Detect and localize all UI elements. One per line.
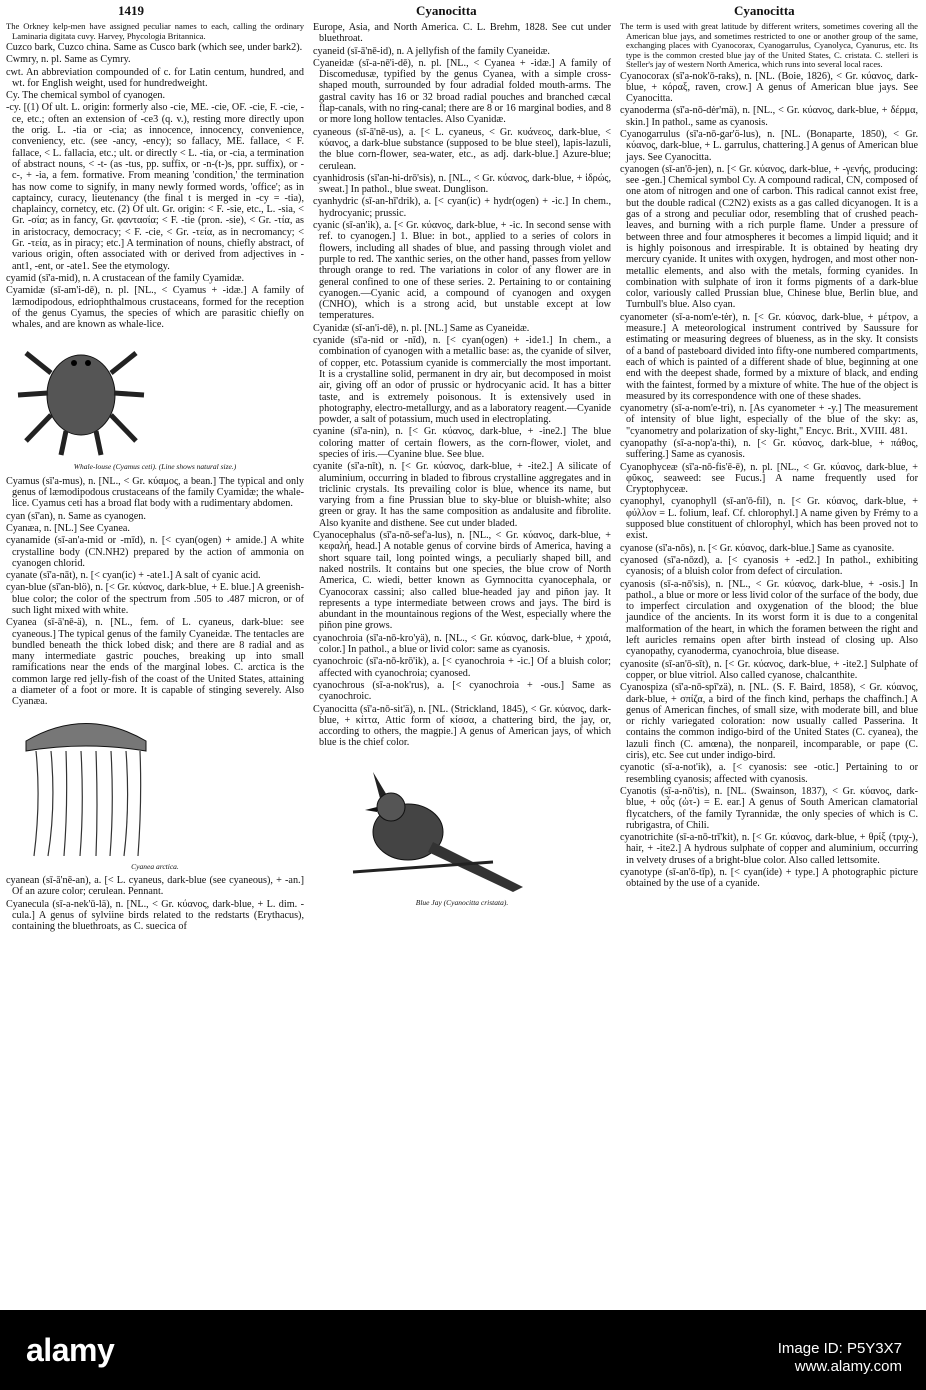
figure-caption: Blue Jay (Cyanocitta cristata). — [415, 897, 509, 907]
entry: cyaneid (sī-ā'nē-id), n. A jellyfish of the family Cyaneidæ. — [313, 45, 550, 57]
entry: cyanometer (sī-a-nom'e-tėr), n. [< Gr. κύανος, dark-blue, + μέτρον, a measure.] A meteorological instrument contrived by Saussure for estimating or measuring degrees of blueness, as in the sky. It consists of a band of pasteboard divided into fifty-one numbered compartments, each of which is painted of a different shade of blue, beginning at one end with the deepest shade, formed by a mixture of black, and ending with the faintest, formed by a mixture of white. The hue of the object is measured by its correspondence with one of these shades. — [620, 311, 918, 402]
entry: Cy. The chemical symbol of cyanogen. — [6, 90, 165, 102]
entry: cyanose (sī'a-nōs), n. [< Gr. κύανος, dark-blue.] Same as cyanosite. — [620, 542, 895, 554]
entry: cyanosed (sī'a-nōzd), a. [< cyanosis + -ed2.] In pathol., exhibiting cyanosis; of a bluish color from defect of circulation. — [620, 554, 918, 578]
column-1 — [6, 22, 304, 933]
entry: cyanotic (sī-a-not'ik), a. [< cyanosis: see -otic.] Pertaining to or resembling cyanosis; affected with cyanosis. — [620, 762, 918, 785]
entry: The term is used with great latitude by different writers, sometimes covering all the American blue jays, and sometimes restricted to one or another group of the same, exchanging places with Cyanocorax, Cyanogarrulus, Cyanolyca, Cyanurus, etc. Its type is the common crested blue jay of the United States, C. cristata. C. stelleri is Steller's jay of western North America, which runs into several local races. — [620, 21, 918, 69]
entry: cwt. An abbreviation compounded of c. for Latin centum, hundred, and wt. for English weight, used for hundredweight. — [6, 66, 304, 89]
entry: cyanite (sī'a-nīt), n. [< Gr. κύανος, dark-blue, + -ite2.] A silicate of aluminium, occurring in bladed to fibrous crystalline aggregates and in triclinic crystals. Its prevailing color is blue, whence its name, but varying from a fine Prussian blue to sky-blue or bluish-white; also green or gray. It has the same composition as andalusite and fibrolite. Also kyanite and disthene. See cut under bladed. — [313, 461, 611, 529]
jellyfish-illustration — [6, 711, 166, 861]
entry: cyanosite (sī-an'ō-sīt), n. [< Gr. κύανος, dark-blue, + -ite2.] Sulphate of copper, or blue vitriol. Also called cyanose, chalcanthite. — [620, 658, 918, 681]
entry: Cyanocitta (sī'a-nō-sit'ä), n. [NL. (Strickland, 1845), < Gr. κύανος, dark-blue, + κίττα, Attic form of κίσσα, a chattering bird, the jay, or, according to others, the magpie.] A genus of American jays, of which blue is the chief color. — [313, 703, 611, 749]
entry: cyanhydric (sī-an-hī'drik), a. [< cyan(ic) + hydr(ogen) + -ic.] In chem., hydrocyanic; prussic. — [313, 196, 611, 219]
entry: cyanoderma (sī'a-nō-dėr'mä), n. [NL., < Gr. κύανος, dark-blue, + δέρμα, skin.] In pathol., same as cyanosis. — [620, 105, 918, 128]
entry: Cyanæa, n. [NL.] See Cyanea. — [6, 522, 130, 534]
page-number: 1419 — [118, 3, 144, 18]
site-url: www.alamy.com — [794, 1358, 902, 1375]
entry: Cyanophyceæ (sī'a-nō-fis'ē-ē), n. pl. [NL., < Gr. κύανος, dark-blue, + φῦκος, seaweed: see Fucus.] A name frequently used for Cryptophyceæ. — [620, 461, 918, 496]
entry: cyanophyl, cyanophyll (sī-an'ō-fil), n. [< Gr. κύανος, dark-blue, + φύλλον = L. folium, leaf. Cf. chlorophyl.] A name given by Frémy to a supposed blue constituent of chlorophyl, which has been proved not to exist. — [620, 496, 918, 542]
entry: Cyanea (sī-ā'nē-ä), n. [NL., fem. of L. cyaneus, dark-blue: see cyaneous.] The typical genus of the family Cyaneidæ. The tentacles are bundled beneath the thick lobed disk; and there are 8 radial and as many intermediate gastric pouches, breaking up into small ramifications near the ends of the marginal lobes. C. arctica is the common large red jelly-fish of the coast of the United States, attaining a diameter of a foot or more. It is capable of stinging severely. Also Cyanæa. — [6, 617, 304, 708]
entry: Cuzco bark, Cuzco china. Same as Cusco bark (which see, under bark2). — [6, 42, 303, 53]
stock-photo-banner — [0, 1310, 926, 1390]
right-running-head: Cyanocitta — [734, 3, 795, 18]
entry: Cyanecula (sī-a-nek'ū-lä), n. [NL., < Gr. κύανος, dark-blue, + L. dim. -cula.] A genus of sylviine birds related to the redstarts (Erythacus), containing the bluethroats, as C. suecica of — [6, 898, 304, 933]
jellyfish-figure — [6, 711, 304, 872]
entry: cyanic (sī-an'ik), a. [< Gr. κύανος, dark-blue, + -ic. In second sense with ref. to cyanogen.] 1. Blue: in bot., applied to a series of colors in flowers, including all shades of blue, and passing through violet and purple to red. The xanthic series, on the other hand, passes from yellow through orange to red. The variations in color of any flower are in general confined to one of these series. 2. Pertaining to or containing cyanogen.—Cyanic acid, a compound of cyanogen and oxygen (CNHO), which is a strong acid, but unstable except at low temperatures. — [313, 220, 611, 322]
whale-louse-illustration — [6, 333, 156, 461]
entry: cyanine (sī'a-nin), n. [< Gr. κύανος, dark-blue, + -ine2.] The blue coloring matter of certain flowers, as the corn-flower, violet, and species of iris.—Cyanine blue. See blue. — [313, 426, 611, 460]
entry: cyanide (sī'a-nid or -nīd), n. [< cyan(ogen) + -ide1.] In chem., a combination of cyanogen with a metallic base: as, the cyanide of silver, of copper, etc. Potassium cyanide is commercially the most important. It is a crystalline solid, permanent in dry air, but decomposed in moist air, giving off an odor of prussic or hydrocyanic acid. It has a bitter taste, and is extremely poisonous. It is extensively used in photography, electro-metallurgy, and as a laboratory reagent.—Cyanide powder, a salt of potassium, much used in electroplating. — [313, 335, 611, 426]
entry: cyaneous (sī-ā'nē-us), a. [< L. cyaneus, < Gr. κυάνεος, dark-blue, < κύανος, a dark-blue substance (supposed to be blue steel), lapis-lazuli, the blue corn-flower, sea-water, etc., as adj. dark-blue.] Azure-blue; cerulean. — [313, 126, 611, 172]
entry: -cy. [(1) Of ult. L. origin: formerly also -cie, ME. -cie, OF. -cie, F. -cie, -ce, etc.; often an extension of -ce3 (q. v.), resting more directly upon the orig. L. -tia or -cia; as innocence, innocency, convenience, conveniency, etc. (see -ancy, -ency); so fallacy, ME. fallace, < F. fallace, < L. fallacia, etc.; ult. or directly < L. -tia, or -cia, a termination of abstract nouns, < -t- (as -tus, pp. suffix, or -n-(t-)s, ppr. suffix), or -c-, + -ia, a fem. formative. From meaning 'condition,' the termination has now come to signify, in many newly formed words, 'office'; as in captaincy, curacy, lieutenancy (the final t is merged in -cy = -tia), chaplaincy, cornetcy, etc. (2) Of ult. Gr. origin: < F. -sie, etc., L. -sia, < Gr. -σία; as in fancy, Gr. φαντασία; < F. -tie (pron. -sie), < Gr. -τία, as in aristocracy, democracy; < F. -cie, < Gr. -τεία, as in necromancy; < Gr. -τεία, as in piracy; etc.] A termination of nouns, chiefly abstract, of various origin, often associated with or derived from adjectives in -ant1, -ent, or -ate1. See the etymology. — [6, 102, 304, 272]
entry: Cyaneidæ (sī-a-nē'i-dē), n. pl. [NL., < Cyanea + -idæ.] A family of Discomedusæ, typified by the genus Cyanea, with a simple cross-shaped mouth, surrounded by four adradial folded mouth-arms. The gastral cavity has 16 or 32 broad radial pouches and branched cæcal flap-canals, with no ring-canal; there are 8 or 16 marginal bodies, and 8 or more long hollow tentacles. Also Cyanidæ. — [313, 57, 611, 126]
entry: cyanosis (sī-a-nō'sis), n. [NL., < Gr. κύανος, dark-blue, + -osis.] In pathol., a blue or more or less livid color of the surface of the body, due to imperfect circulation and oxygenation of the blood; the blue jaundice of the ancients. In its worst form it is due to a congenital malformation of the heart, in which the foramen between the right and left auricles remains open after birth instead of closing up. Also cyanopathy, cyanoderma, cyanochroia, blue disease. — [620, 578, 918, 658]
entry: cyanean (sī-ā'nē-an), a. [< L. cyaneus, dark-blue (see cyaneous), + -an.] Of an azure color; cerulean. Pennant. — [6, 874, 304, 898]
left-running-head: Cyanocitta — [416, 3, 477, 18]
entry: Cyamidæ (sī-am'i-dē), n. pl. [NL., < Cyamus + -idæ.] A family of læmodipodous, edriophthalmous crustaceans, formed for the reception of the genus Cyamus, the species of which are parasitic chiefly on whales, and are known as whale-lice. — [6, 285, 304, 331]
entry: Cyanotis (sī-a-nō'tis), n. [NL. (Swainson, 1837), < Gr. κύανος, dark-blue, + οὖς (ὠτ-) = E. ear.] A genus of South American clamatorial flycatchers, of the family Tyrannidæ, the only species of which is C. rubrigastra, of Chili. — [620, 785, 918, 831]
entry: cyanotype (sī-an'ō-tīp), n. [< cyan(ide) + type.] A photographic picture obtained by the use of a cyanide. — [620, 866, 918, 890]
entry: Cyanogarrulus (sī'a-nō-gar'ö-lus), n. [NL. (Bonaparte, 1850), < Gr. κύανος, dark-blue, + L. garrulus, chattering.] A genus of American blue jays. See Cyanocitta. — [620, 128, 918, 163]
entry: cyanogen (sī-an'ō-jen), n. [< Gr. κύανος, dark-blue, + -γενής, producing: see -gen.] Chemical symbol Cy. A compound radical, CN, composed of one atom of nitrogen and one of carbon. This radical cannot exist free, but the double radical (C2N2) exists as a gas called dicyanogen. It is a gas of a strong and peculiar odor, resembling that of crushed peach-leaves, and burning with a rich purple flame. Under a pressure of between three and four atmospheres it becomes a limpid liquid; and it is highly poisonous and irrespirable. It is obtained by heating dry mercury cyanide. It unites with oxygen, hydrogen, and most other non-metallic elements, and also with the metals, forming cyanides. In combination with sulphate of iron it forms pigments of a dark-blue color, variously called Prussian blue, Chinese blue, Berlin blue, and Turnbull's blue. Also cyan. — [620, 163, 918, 311]
entry: Cyanocephalus (sī'a-nō-sef'a-lus), n. [NL., < Gr. κύανος, dark-blue, + κεφαλή, head.] A notable genus of corvine birds of America, having a short square tail, long pointed wings, a peculiarly shaped bill, and naked nostrils. It contains but one species, the blue crow of North America, C. wiedi, better known as Gymnocitta cyanocephala, or Cyanocorax cassini; also called blue-headed jay and piñon jay. It represents a type intermediate between crows and jays. The bird is abundant in the mountainous regions of the West, especially where the piñon pine grows. — [313, 530, 611, 632]
entry: cyan (sī'an), n. Same as cyanogen. — [6, 510, 146, 522]
entry: Cyanidæ (sī-an'i-dē), n. pl. [NL.] Same as Cyaneidæ. — [313, 322, 530, 334]
entry: Cyanospiza (sī'a-nō-spī'zä), n. [NL. (S. F. Baird, 1858), < Gr. κύανος, dark-blue, + σπίζα, a bird of the finch kind, perhaps the chaffinch.] A genus of American finches, of small size, with moderate bill, and blue or richly variegated coloration: now usually called Passerina. It contains the common indigo-bird of the United States (C. cyanea), the lazuli finch (C. amœna), the nonpareil, incomparable, or pape (C. ciris), etc. See cut under indigo-bird. — [620, 682, 918, 762]
entry: The Orkney kelp-men have assigned peculiar names to each, calling the ordinary Laminaria digitata cuvy. Harvey, Phycologia Britannica. — [6, 21, 304, 41]
entry: cyanate (sī'a-nāt), n. [< cyan(ic) + -ate1.] A salt of cyanic acid. — [6, 570, 261, 582]
whale-louse-figure — [6, 333, 304, 472]
figure-caption: Whale-louse (Cyamus ceti). (Line shows natural size.) — [73, 462, 237, 472]
entry: cyan-blue (sī'an-blö), n. [< Gr. κύανος, dark-blue, + E. blue.] A greenish-blue color; the color of the spectrum from .505 to .487 micron, or of such light mixed with white. — [6, 582, 304, 616]
entry: cyanochroia (sī'a-nō-kro'yä), n. [NL., < Gr. κύανος, dark-blue, + χροιά, color.] In pathol., a blue or livid color: same as cyanosis. — [313, 632, 611, 656]
blue-jay-figure — [313, 752, 611, 908]
brand-logo: alamy — [26, 1332, 115, 1368]
entry: cyanotrichite (sī-a-nō-trī'kit), n. [< Gr. κύανος, dark-blue, + θρίξ (τριχ-), hair, + -ite2.] A hydrous sulphate of copper and aluminium, occurring in velvety druses of a bright-blue color. Also called lettsomite. — [620, 832, 918, 866]
entry: Cyanocorax (sī'a-nok'ō-raks), n. [NL. (Boie, 1826), < Gr. κύανος, dark-blue, + κόραξ, raven, crow.] A genus of American blue jays. See Cyanocitta. — [620, 70, 918, 105]
entry: cyanochrous (sī-a-nok'rus), a. [< cyanochroia + -ous.] Same as cyanochroic. — [313, 679, 611, 703]
entry: cyanopathy (sī-a-nop'a-thi), n. [< Gr. κύανος, dark-blue, + πάθος, suffering.] Same as cyanosis. — [620, 438, 918, 461]
figure-caption: Cyanea arctica. — [131, 861, 179, 871]
image-id-block — [778, 1340, 902, 1376]
column-2 — [313, 22, 611, 911]
entry: cyanhidrosis (sī'an-hi-drō'sis), n. [NL., < Gr. κύανος, dark-blue, + ἱδρώς, sweat.] In pathol., blue sweat. Dunglison. — [313, 172, 611, 196]
blue-jay-illustration — [313, 752, 611, 897]
entry: cyanochroic (sī'a-nō-krō'ik), a. [< cyanochroia + -ic.] Of a bluish color; affected with cyanochroia; cyanosed. — [313, 656, 611, 679]
entry: cyamid (sī'a-mid), n. A crustacean of the family Cyamidæ. — [6, 272, 245, 284]
entry: cyanometry (sī-a-nom'e-tri), n. [As cyanometer + -y.] The measurement of intensity of blue light, especially of the blue of the sky: as, "cyanometry and polarization of sky-light," Encyc. Brit., XVIII. 481. — [620, 403, 918, 437]
entry: Cwmry, n. pl. Same as Cymry. — [6, 54, 131, 66]
entry: cyanamide (sī-an'a-mid or -mīd), n. [< cyan(ogen) + amide.] A white crystalline body (CN.NH2) prepared by the action of ammonia on cyanogen chlorid. — [6, 535, 304, 569]
column-3 — [620, 22, 918, 891]
entry: Europe, Asia, and North America. C. L. Brehm, 1828. See cut under bluethroat. — [313, 22, 611, 45]
entry: Cyamus (sī'a-mus), n. [NL., < Gr. κύαμος, a bean.] The typical and only genus of læmodipodous crustaceans of the family Cyamidæ; the whale-lice. Cyamus ceti has a broad flat body with a rudimentary abdomen. — [6, 475, 304, 510]
image-id: Image ID: P5Y3X7 — [777, 1340, 902, 1357]
